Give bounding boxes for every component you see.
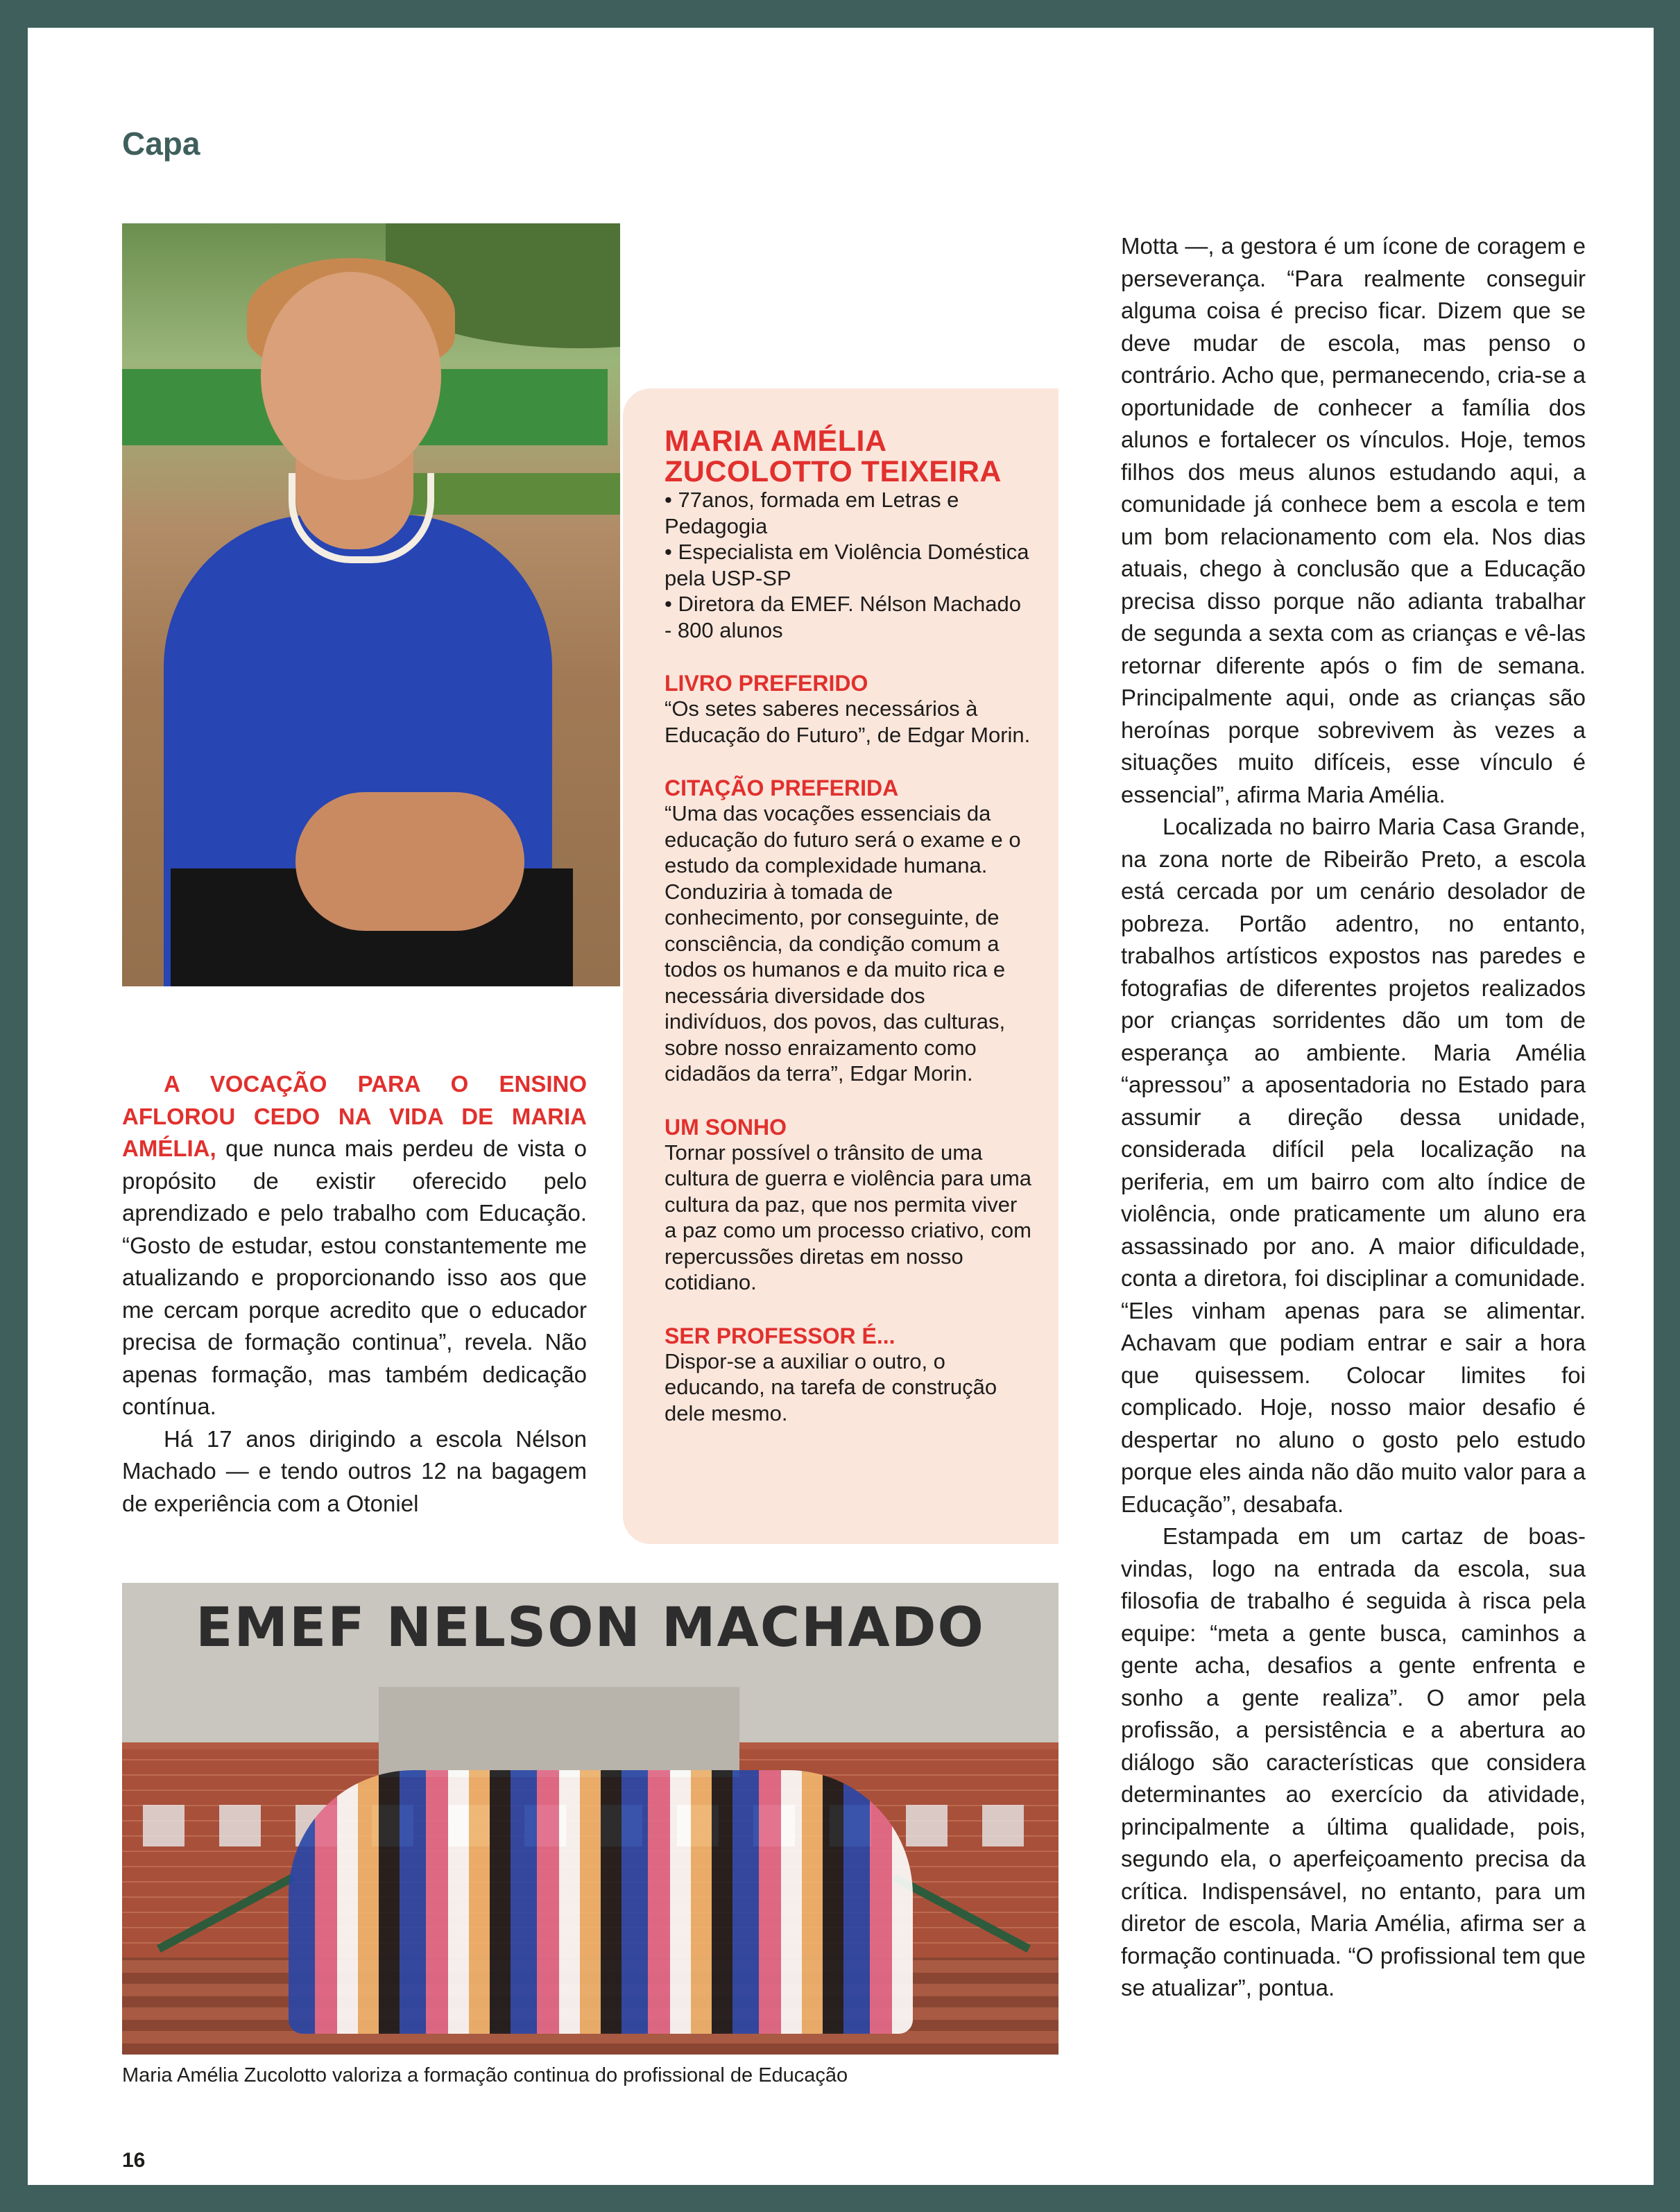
school-sign: EMEF NELSON MACHADO	[196, 1597, 985, 1659]
lead-in: A VOCAÇÃO PARA O ENSINO AFLOROU CEDO NA VIDA DE MARIA AMÉLIA,	[122, 1071, 587, 1161]
book-text: “Os setes saberes necessários à Educação do Futuro”, de Edgar Morin.	[665, 696, 1031, 747]
article-paragraph: Há 17 anos dirigindo a escola Nélson Machado — e tendo outros 12 na bagagem de experiência com a Otoniel	[122, 1425, 587, 1516]
teacher-text: Dispor-se a auxiliar o outro, o educando, na tarefa de construção dele mesmo.	[665, 1348, 997, 1425]
section-label: Capa	[122, 126, 200, 162]
dream-text: Tornar possível o trânsito de uma cultura de guerra e violência para uma cultura da paz, que nos permita viver a paz como um processo criativo, com repercussões diretas em nosso cotidiano.	[665, 1140, 1032, 1294]
article-column-right	[1121, 230, 1586, 2005]
quote-text: “Uma das vocações essenciais da educação do futuro será o exame e o estudo da complexidade humana. Conduziria à tomada de conhecimento, por conseguinte, de consciência, da condição comum a todos os humanos e da muito rica e necessária diversidade dos indivíduos, dos povos, das culturas, sobre nosso enraizamento como cidadãos da terra”, Edgar Morin.	[665, 801, 1021, 1086]
profile-sidebar	[623, 388, 1058, 1544]
bio-line: • 77anos, formada em Letras e Pedagogia	[665, 488, 959, 538]
magazine-page	[28, 28, 1654, 2185]
dream-heading: UM SONHO	[665, 1114, 787, 1140]
article-paragraph	[122, 1068, 587, 1423]
school-group-photo	[122, 1583, 1058, 2055]
photo-caption: Maria Amélia Zucolotto valoriza a formação continua do profissional de Educação	[122, 2064, 848, 2086]
article-paragraph: Estampada em um cartaz de boas-vindas, logo na entrada da escola, sua filosofia de trabalho é seguida à risca pela equipe: “meta a gente busca, caminhos a gente acha, desafios a gente enfrenta e sonho a gente realiza”. O amor pela profissão, a persistência e a abertura ao diálogo são características que considera determinantes ao exercício da atividade, principalmente a última qualidade, pois, segundo ela, o aperfeiçoamento precisa da crítica. Indispensável, no entanto, para um diretor de escola, Maria Amélia, afirma ser a formação continuada. “O profissional tem que se atualizar”, pontua.	[1121, 1523, 1586, 2000]
book-heading: LIVRO PREFERIDO	[665, 671, 868, 696]
paragraph-text: que nunca mais perdeu de vista o propósito de existir oferecido pelo aprendizado e pelo trabalho com Educação. “Gosto de estudar, estou constantemente me atualizando e proporcionando isso aos que me cercam porque acredito que o educador precisa de formação continua”, revela. Não apenas formação, mas também dedicação contínua.	[122, 1135, 587, 1419]
bio-line: • Especialista em Violência Doméstica pela USP-SP	[665, 540, 1029, 590]
article-paragraph: Localizada no bairro Maria Casa Grande, na zona norte de Ribeirão Preto, a escola está cercada por um cenário desolador de pobreza. Portão adentro, no entanto, trabalhos artísticos expostos nas paredes e fotografias de diferentes projetos realizados por crianças sorridentes dão um tom de esperança ao ambiente. Maria Amélia “apressou” a aposentadoria no Estado para assumir a direção dessa unidade, considerada difícil pela localização na periferia, em um bairro com alto índice de violência, onde praticamente um aluno era assassinado por ano. A maior dificuldade, conta a diretora, foi disciplinar a comunidade. “Eles vinham apenas para se alimentar. Achavam que podiam entrar e sair a hora que quisessem. Colocar limites foi complicado. Hoje, nosso maior desafio é despertar no aluno o gosto pelo estudo porque eles ainda não dão muito valor para a Educação”, desabafa.	[1121, 814, 1586, 1517]
article-column-left	[122, 1068, 587, 1520]
teacher-heading: SER PROFESSOR É...	[665, 1323, 895, 1348]
article-paragraph: Motta —, a gestora é um ícone de coragem e perseverança. “Para realmente conseguir alguma coisa é preciso ficar. Dizem que se deve mudar de escola, mas penso o contrário. Acho que, permanecendo, cria-se a oportunidade de conhecer a família dos alunos e fortalecer os vínculos. Hoje, temos filhos dos meus alunos estudando aqui, a comunidade já conhece bem a escola e tem um bom relacionamento com ela. Nos dias atuais, chego à conclusão que a Educação precisa disso porque não adianta trabalhar de segunda a sexta com as crianças e vê-las retornar diferente após o fim de semana. Principalmente aqui, onde as crianças são heroínas porque sobrevivem às vezes a situações muito difíceis, esse vínculo é essencial”, afirma Maria Amélia.	[1121, 233, 1586, 807]
profile-name: MARIA AMÉLIA ZUCOLOTTO TEIXEIRA	[665, 425, 1002, 488]
quote-heading: CITAÇÃO PREFERIDA	[665, 775, 899, 800]
bio-line: • Diretora da EMEF. Nélson Machado - 800 alunos	[665, 592, 1021, 642]
page-number: 16	[122, 2149, 146, 2172]
portrait-photo	[122, 223, 620, 986]
